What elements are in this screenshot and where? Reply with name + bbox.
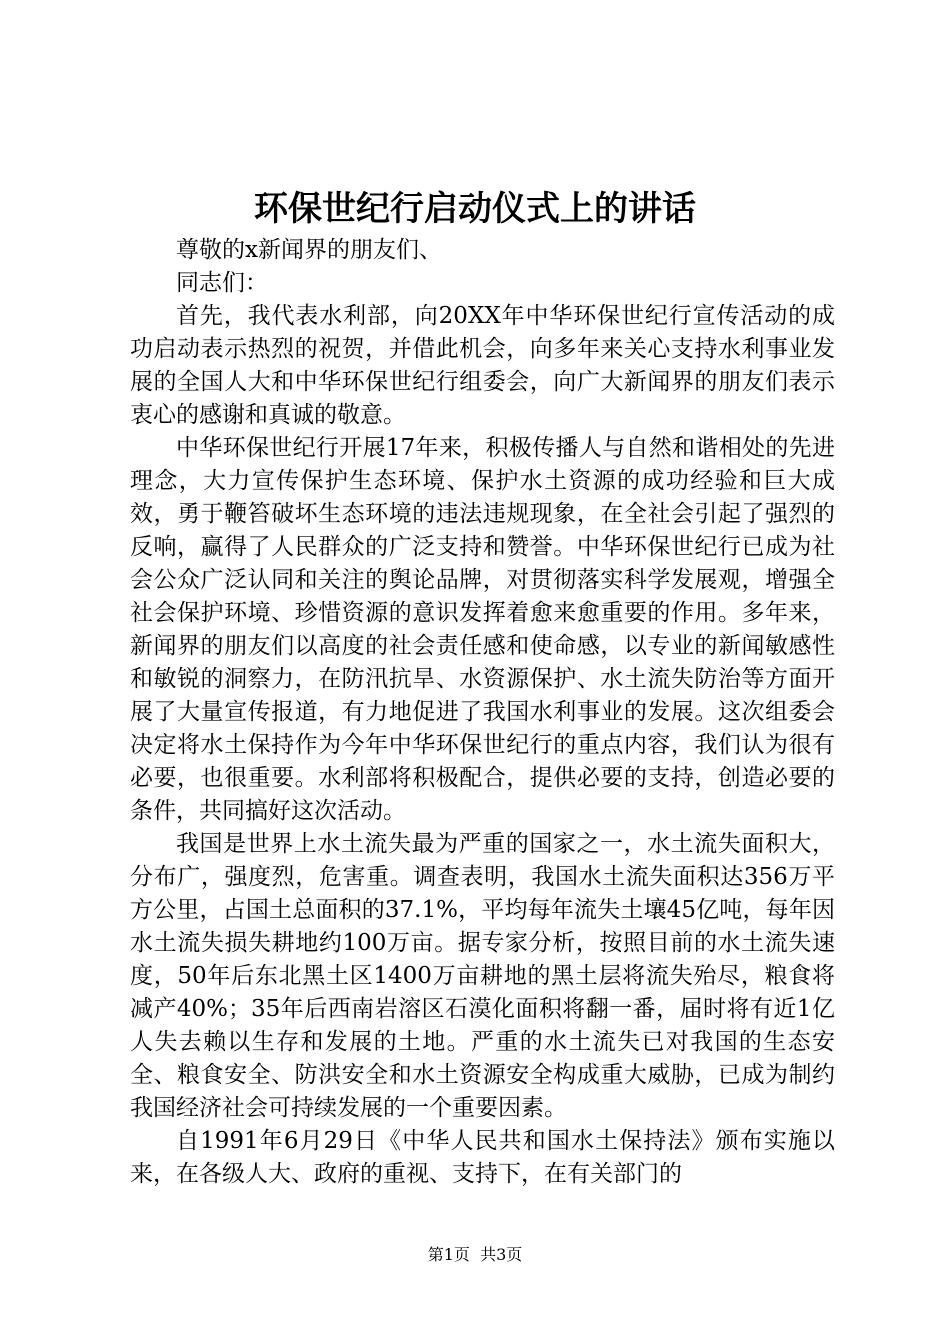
page-footer [0,1243,950,1267]
salutation-line-2: 同志们： [176,270,268,296]
document-body [130,234,835,1191]
paragraph-3: 我国是世界上水土流失最为严重的国家之一，水土流失面积大，分布广，强度烈，危害重。调查表明，我国水土流失面积达356万平方公里，占国土总面积的37.1%，平均每年流失土壤45亿吨，每年因水土流失损失耕地约100万亩。据专家分析，按照目前的水土流失速度，50年后东北黑土区1400万亩耕地的黑土层将流失殆尽，粮食将减产40%；35年后西南岩溶区石漠化面积将翻一番，届时将有近1亿人失去赖以生存和发展的土地。严重的水土流失已对我国的生态安全、粮食安全、防洪安全和水土资源安全构成重大威胁，已成为制约我国经济社会可持续发展的一个重要因素。 [130,831,835,1121]
page-number: 第1页 [427,1245,470,1264]
paragraph-4: 自1991年6月29日《中华人民共和国水土保持法》颁布实施以来，在各级人大、政府的重视、支持下，在有关部门的 [130,1128,835,1187]
page-total: 共3页 [480,1245,523,1264]
document-title: 环保世纪行启动仪式上的讲话 [254,189,696,229]
paragraph-1: 首先，我代表水利部，向20XX年中华环保世纪行宣传活动的成功启动表示热烈的祝贺，并借此机会，向多年来关心支持水利事业发展的全国人大和中华环保世纪行组委会，向广大新闻界的朋友们表示衷心的感谢和真诚的敬意。 [130,303,835,428]
paragraph-2: 中华环保世纪行开展17年来，积极传播人与自然和谐相处的先进理念，大力宣传保护生态环境、保护水土资源的成功经验和巨大成效，勇于鞭笞破坏生态环境的违法违规现象，在全社会引起了强烈的反响，赢得了人民群众的广泛支持和赞誉。中华环保世纪行已成为社会公众广泛认同和关注的舆论品牌，对贯彻落实科学发展观，增强全社会保护环境、珍惜资源的意识发挥着愈来愈重要的作用。多年来，新闻界的朋友们以高度的社会责任感和使命感，以专业的新闻敏感性和敏锐的洞察力，在防汛抗旱、水资源保护、水土流失防治等方面开展了大量宣传报道，有力地促进了我国水利事业的发展。这次组委会决定将水土保持作为今年中华环保世纪行的重点内容，我们认为很有必要，也很重要。水利部将积极配合，提供必要的支持，创造必要的条件，共同搞好这次活动。 [130,435,835,824]
footer-gap [470,1245,480,1264]
salutation-line-1: 尊敬的x新闻界的朋友们、 [176,237,442,263]
